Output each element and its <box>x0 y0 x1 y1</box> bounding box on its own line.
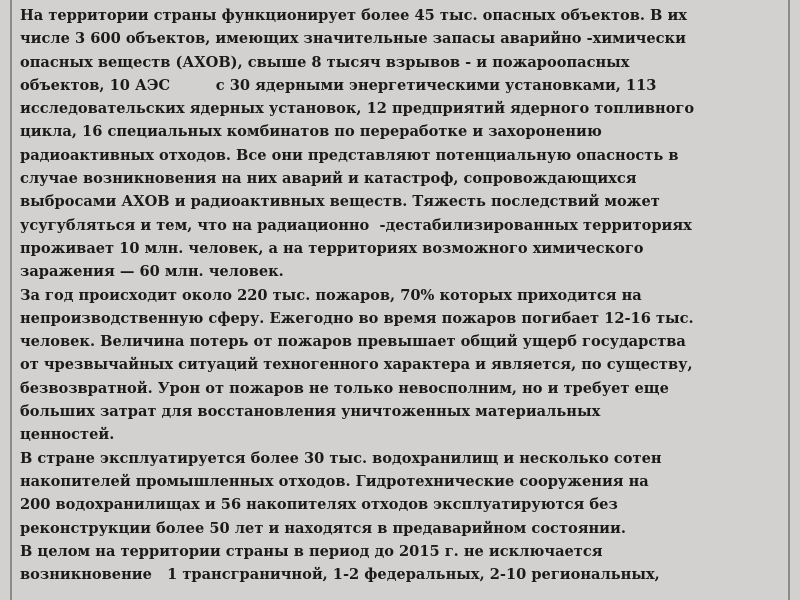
text-line: безвозвратной. Урон от пожаров не только невосполним, но и требует еще <box>20 379 669 397</box>
text-line: числе 3 600 объектов, имеющих значительные запасы аварийно -химически <box>20 30 686 48</box>
text-line: заражения — 60 млн. человек. <box>20 263 284 281</box>
text-line: За год происходит около 220 тыс. пожаров, 70% которых приходится на <box>20 286 642 304</box>
text-line: от чрезвычайных ситуаций техногенного характера и является, по существу, <box>20 356 693 374</box>
text-line: На территории страны функционирует более 45 тыс. опасных объектов. В их <box>20 7 687 24</box>
text-line: В целом на территории страны в период до 2015 г. не исключается <box>20 542 603 560</box>
text-line: случае возникновения на них аварий и катастроф, сопровождающихся <box>20 170 637 188</box>
text-line: опасных веществ (АХОВ), свыше 8 тысяч взрывов - и пожароопасных <box>20 53 630 71</box>
text-line: исследовательских ядерных установок, 12 предприятий ядерного топливного <box>20 100 695 118</box>
paragraph-4 <box>20 540 788 587</box>
paragraph-3 <box>20 447 788 540</box>
body-text <box>20 4 788 586</box>
text-line: реконструкции более 50 лет и находятся в предаварийном состоянии. <box>20 519 626 537</box>
text-line: объектов, 10 АЭС с 30 ядерными энергетическими установками, 113 <box>20 76 657 94</box>
text-line: проживает 10 млн. человек, а на территориях возможного химического <box>20 239 644 257</box>
text-line: 200 водохранилищах и 56 накопителях отходов эксплуатируются без <box>20 496 618 514</box>
text-line: больших затрат для восстановления уничтоженных материальных <box>20 403 601 421</box>
text-line: выбросами АХОВ и радиоактивных веществ. Тяжесть последствий может <box>20 193 660 211</box>
text-line: человек. Величина потерь от пожаров превышает общий ущерб государства <box>20 333 686 351</box>
text-line: накопителей промышленных отходов. Гидротехнические сооружения на <box>20 472 649 490</box>
text-line: ценностей. <box>20 426 115 444</box>
text-line: радиоактивных отходов. Все они представляют потенциальную опасность в <box>20 146 679 164</box>
text-line: непроизводственную сферу. Ежегодно во время пожаров погибает 12-16 тыс. <box>20 309 694 327</box>
frame-left-border <box>10 0 12 600</box>
text-line: цикла, 16 специальных комбинатов по переработке и захоронению <box>20 123 602 141</box>
paragraph-2 <box>20 284 788 447</box>
text-line: В стране эксплуатируется более 30 тыс. водохранилищ и несколько сотен <box>20 449 662 467</box>
text-line: возникновение 1 трансграничной, 1-2 федеральных, 2-10 региональных, <box>20 566 660 584</box>
paragraph-1 <box>20 4 788 284</box>
frame-right-border <box>788 0 790 600</box>
text-line: усугубляться и тем, что на радиационно -дестабилизированных территориях <box>20 216 692 234</box>
